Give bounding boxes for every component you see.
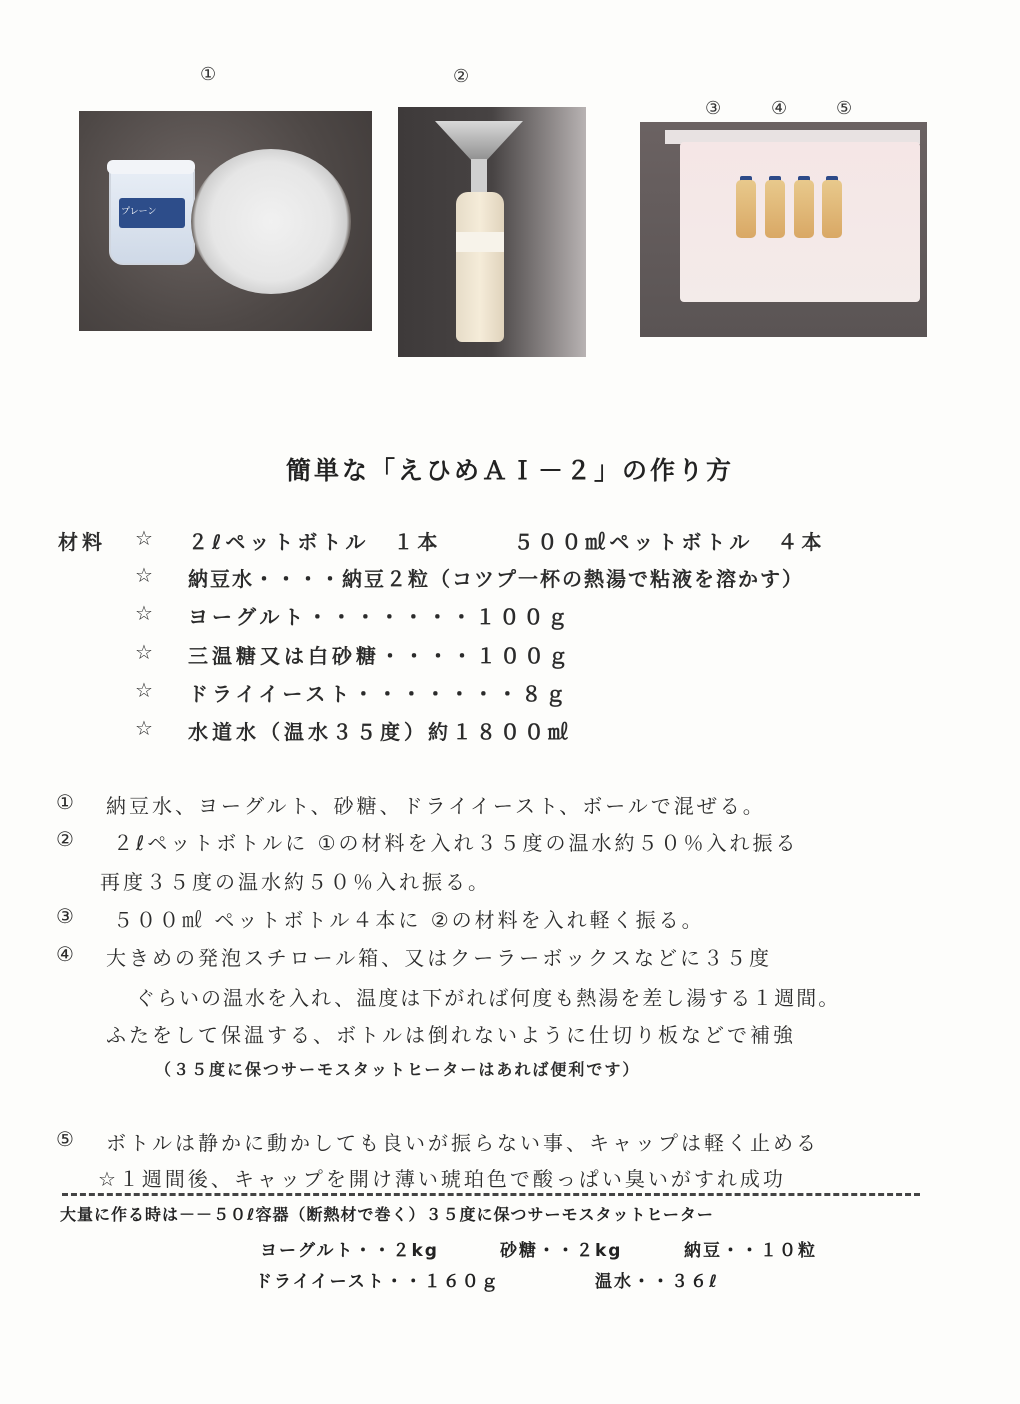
- step2-text-line1: ２ℓペットボトルに ①の材料を入れ３５度の温水約５０％入れ振る: [113, 831, 799, 855]
- yogurt-cup-image: [109, 166, 195, 265]
- bulk-water: 温水・・３６ℓ: [595, 1272, 720, 1292]
- step3-text: ５００㎖ ペットボトル４本に ②の材料を入れ軽く振る。: [113, 908, 705, 932]
- bottle-neck-image: [471, 159, 487, 193]
- result-text: ☆１週間後、キャップを開け薄い琥珀色で酸っぱい臭いがすれ成功: [98, 1167, 786, 1191]
- photo1-marker: ①: [200, 64, 217, 85]
- page-title: 簡単な「えひめＡＩ－２」の作り方: [285, 456, 734, 485]
- step4-number: ④: [56, 942, 78, 966]
- step4-note: （３５度に保つサーモスタットヒーターはあれば便利です）: [155, 1060, 641, 1079]
- photo-mixing-bowl: [79, 111, 372, 331]
- step4-text-line1: 大きめの発泡スチロール箱、又はクーラーボックスなどに３５度: [106, 946, 772, 970]
- bottle4-marker: ④: [771, 98, 788, 119]
- material-item-yogurt: ヨーグルト・・・・・・・１００ｇ: [188, 605, 572, 629]
- step1-text: 納豆水、ヨーグルト、砂糖、ドライイースト、ボールで混ぜる。: [106, 794, 766, 818]
- star-icon: ☆: [135, 716, 157, 740]
- small-bottle-image: [794, 180, 814, 238]
- photo-cooler-box: [640, 122, 927, 337]
- photo2-marker: ②: [453, 66, 470, 87]
- bulk-natto: 納豆・・１０粒: [684, 1241, 817, 1261]
- material-item-natto-water: 納豆水・・・・納豆２粒（コツプ一杯の熱湯で粘液を溶かす）: [188, 567, 804, 591]
- bottle5-marker: ⑤: [836, 98, 853, 119]
- step2-number: ②: [56, 827, 78, 851]
- funnel-image: [435, 121, 523, 161]
- small-bottle-image: [736, 180, 756, 238]
- bulk-sugar: 砂糖・・２kg: [500, 1241, 623, 1261]
- step5-number: ⑤: [56, 1127, 78, 1151]
- yogurt-cup-label: プレーン: [121, 207, 157, 217]
- star-icon: ☆: [135, 526, 157, 550]
- photo-funnel-bottle: [398, 107, 586, 357]
- two-liter-bottle-image: [456, 192, 504, 342]
- bulk-yogurt: ヨーグルト・・２kg: [260, 1241, 439, 1261]
- material-item-yeast: ドライイースト・・・・・・・８ｇ: [188, 682, 570, 706]
- star-icon: ☆: [135, 563, 157, 587]
- star-icon: ☆: [135, 601, 157, 625]
- star-icon: ☆: [135, 678, 157, 702]
- dashed-divider: [62, 1193, 920, 1196]
- small-bottle-image: [822, 180, 842, 238]
- step1-number: ①: [56, 790, 78, 814]
- materials-label: 材料: [58, 530, 106, 554]
- step2-text-line2: 再度３５度の温水約５０％入れ振る。: [100, 870, 491, 894]
- bulk-yeast: ドライイースト・・１６０ｇ: [255, 1272, 500, 1292]
- step4-text-line2: ぐらいの温水を入れ、温度は下がれば何度も熱湯を差し湯する１週間。: [135, 986, 841, 1010]
- step4-text-line3: ふたをして保温する、ボトルは倒れないように仕切り板などで補強: [106, 1023, 796, 1047]
- material-item-sugar: 三温糖又は白砂糖・・・・１００ｇ: [188, 644, 572, 668]
- bottle3-marker: ③: [705, 98, 722, 119]
- small-bottle-image: [765, 180, 785, 238]
- material-item-bottles: ２ℓペットボトル １本 ５００㎖ペットボトル ４本: [188, 530, 826, 554]
- star-icon: ☆: [135, 640, 157, 664]
- material-item-water: 水道水（温水３５度）約１８００㎖: [188, 720, 572, 744]
- step3-number: ③: [56, 904, 78, 928]
- bulk-heading: 大量に作る時は－－５０ℓ容器（断熱材で巻く）３５度に保つサーモスタットヒーター: [60, 1205, 714, 1224]
- step5-text: ボトルは静かに動かしても良いが振らない事、キャップは軽く止める: [106, 1131, 819, 1155]
- mixing-bowl-image: [191, 149, 351, 294]
